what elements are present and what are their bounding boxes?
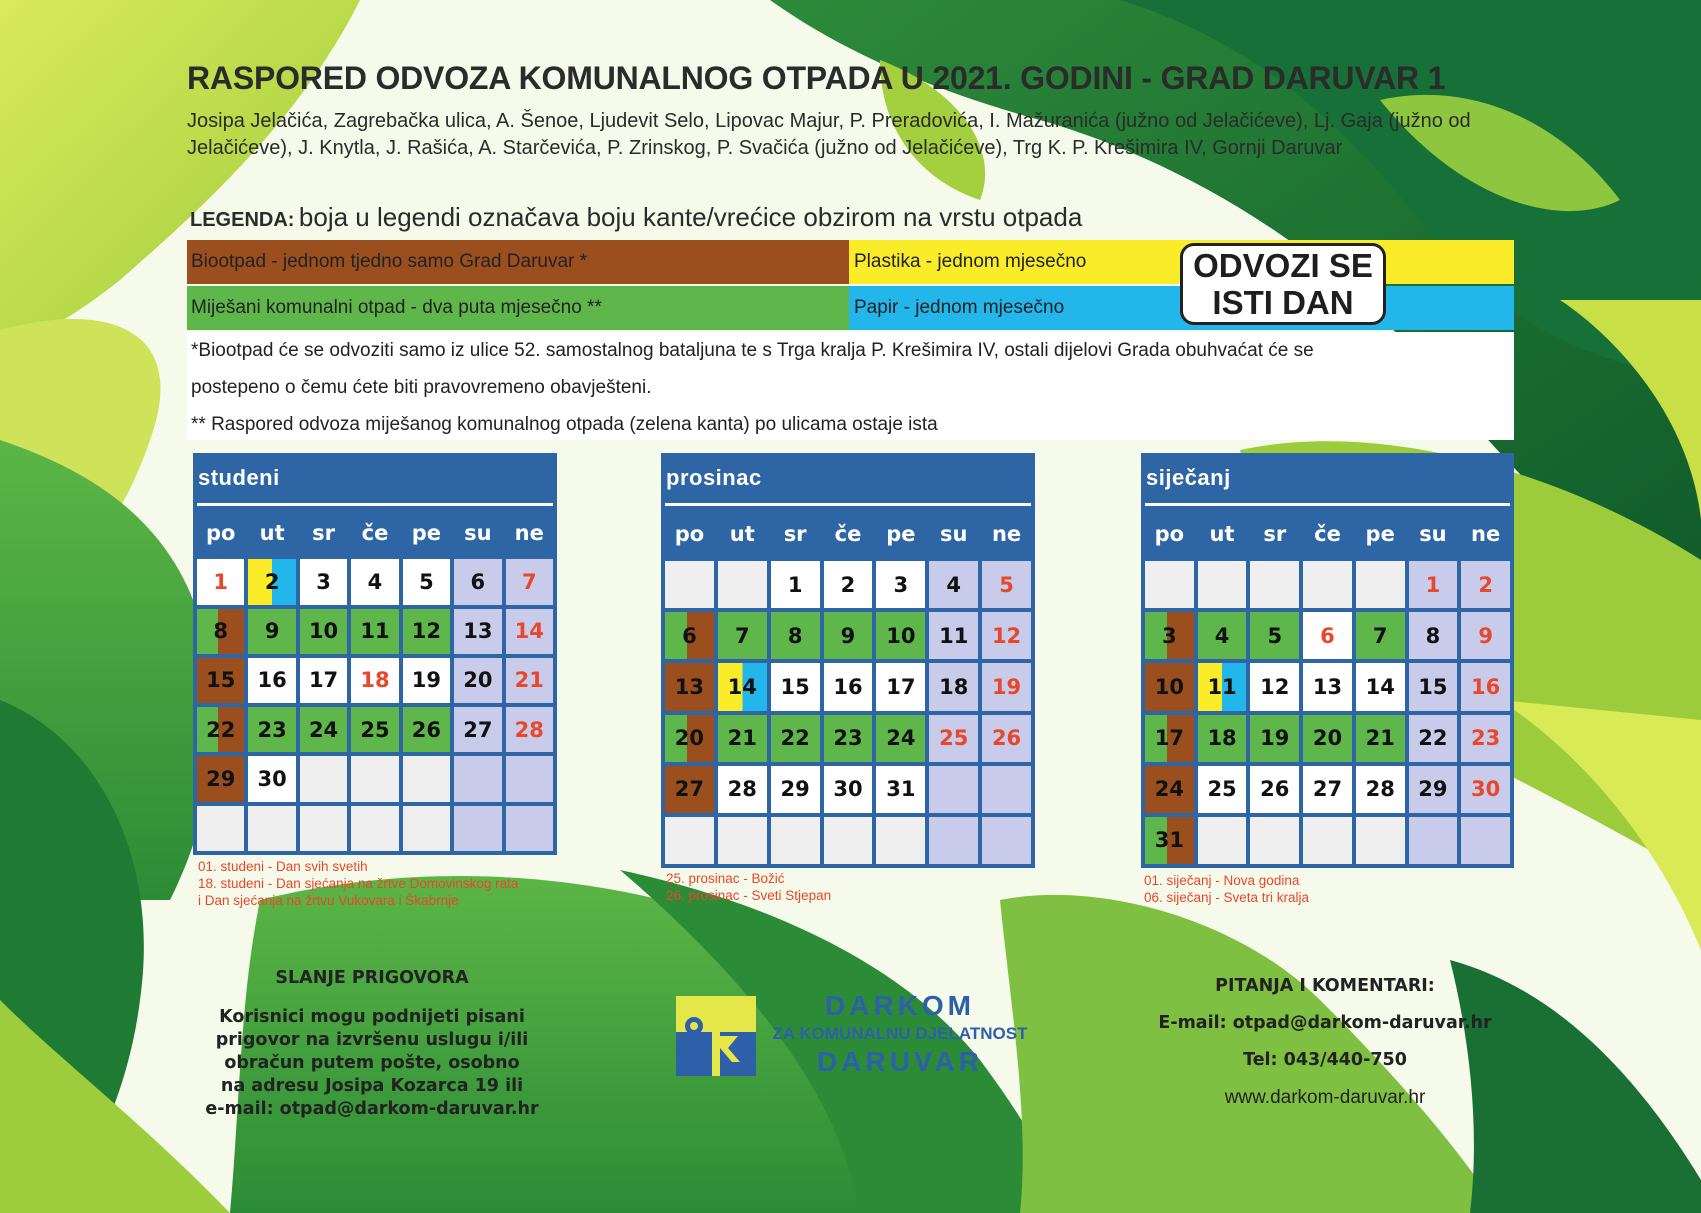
calendar-day: 14: [1356, 663, 1405, 710]
darkom-logo-icon: [676, 996, 756, 1076]
same-day-badge: ODVOZI SE ISTI DAN: [1180, 243, 1386, 325]
weekday-header: po: [205, 520, 236, 545]
contact-heading: PITANJA I KOMENTARI:: [1215, 976, 1435, 996]
calendar-day: 11: [929, 612, 978, 659]
legend-heading: [190, 202, 1082, 233]
calendar-empty-cell: [929, 766, 978, 813]
weekday-header: sr: [312, 520, 335, 545]
calendar-day: 12: [982, 612, 1031, 659]
complaints-line-5: e-mail: otpad@darkom-daruvar.hr: [205, 1099, 539, 1119]
weekday-header: pe: [1365, 521, 1395, 546]
calendar-day: 14: [506, 609, 553, 654]
calendar-day: 6: [454, 559, 501, 604]
calendar-day: 5: [403, 559, 450, 604]
calendar-day: 16: [1461, 663, 1510, 710]
calendar-day: 22: [1409, 715, 1458, 762]
complaints-heading: SLANJE PRIGOVORA: [275, 968, 469, 988]
calendar-day: 17: [300, 658, 347, 703]
calendar-day: 12: [403, 609, 450, 654]
holiday-note: 25. prosinac - Božić: [666, 871, 785, 886]
calendar-day: 10: [300, 609, 347, 654]
calendar-day: 8: [197, 609, 244, 654]
calendar-empty-cell: [1145, 561, 1194, 608]
company-name-middle: ZA KOMUNALNU DJELATNOST: [772, 1024, 1028, 1043]
calendar-day: 21: [506, 658, 553, 703]
calendar-empty-cell: [506, 756, 553, 801]
calendar-empty-cell: [454, 756, 501, 801]
holiday-note: 01. siječanj - Nova godina: [1144, 873, 1300, 888]
calendar-day: 23: [824, 715, 873, 762]
holiday-note: i Dan sjećanja na žrtvu Vukovara i Škabrnje: [198, 893, 459, 908]
complaints-line-4: na adresu Josipa Kozarca 19 ili: [220, 1076, 524, 1096]
calendar-day: 4: [1198, 612, 1247, 659]
calendar-day: 22: [197, 707, 244, 752]
calendar-empty-cell: [824, 817, 873, 864]
calendar-day: 7: [506, 559, 553, 604]
calendar-day: 13: [454, 609, 501, 654]
calendar-day: 13: [665, 663, 714, 710]
calendar-empty-cell: [300, 756, 347, 801]
calendar-day: 28: [506, 707, 553, 752]
calendar-day: 26: [982, 715, 1031, 762]
calendar-empty-cell: [771, 817, 820, 864]
calendar-empty-cell: [300, 806, 347, 851]
calendar-empty-cell: [1303, 817, 1352, 864]
calendar-day: 20: [665, 715, 714, 762]
calendar-day: 30: [824, 766, 873, 813]
calendar-day: 18: [351, 658, 398, 703]
calendar-empty-cell: [982, 766, 1031, 813]
calendar-empty-cell: [1198, 561, 1247, 608]
calendar-day: 25: [1198, 766, 1247, 813]
weekday-header: ut: [729, 521, 755, 546]
calendar-day: 23: [248, 707, 295, 752]
calendar-day: 9: [1461, 612, 1510, 659]
calendar-day: 19: [403, 658, 450, 703]
company-name-bottom: DARUVAR: [817, 1046, 983, 1077]
weekday-header: ne: [1471, 521, 1501, 546]
calendar-day: 7: [718, 612, 767, 659]
calendar-day: 15: [197, 658, 244, 703]
calendar-empty-cell: [982, 817, 1031, 864]
calendar-empty-cell: [454, 806, 501, 851]
holiday-note: 26. prosinac - Sveti Stjepan: [666, 888, 832, 903]
calendar-day: 19: [982, 663, 1031, 710]
calendar-month-name: prosinac: [666, 465, 762, 490]
calendar-month-name: studeni: [198, 465, 280, 490]
calendar-day: 24: [300, 707, 347, 752]
calendar-day: 6: [665, 612, 714, 659]
calendar-day: 1: [1409, 561, 1458, 608]
calendar-day: 26: [1250, 766, 1299, 813]
calendar-day: 1: [197, 559, 244, 604]
calendar-day: 2: [824, 561, 873, 608]
notes-box: [187, 332, 1514, 440]
legend-mixed-waste-label: Miješani komunalni otpad - dva puta mjesečno **: [191, 297, 602, 318]
calendar-day: 21: [718, 715, 767, 762]
calendar-day: 28: [1356, 766, 1405, 813]
calendar-empty-cell: [248, 806, 295, 851]
holiday-note: 06. siječanj - Sveta tri kralja: [1144, 890, 1310, 905]
calendar-day: 18: [1198, 715, 1247, 762]
calendar-day: 2: [1461, 561, 1510, 608]
calendar-day: 31: [1145, 817, 1194, 864]
calendar-1: [661, 453, 1035, 868]
calendar-day: 28: [718, 766, 767, 813]
calendar-day: 4: [929, 561, 978, 608]
calendar-day: 10: [876, 612, 925, 659]
weekday-header: su: [939, 521, 968, 546]
complaints-line-3: obračun putem pošte, osobno: [224, 1053, 520, 1073]
calendar-day: 1: [771, 561, 820, 608]
calendar-empty-cell: [1356, 561, 1405, 608]
calendar-divider: [197, 503, 553, 506]
calendar-day: 15: [771, 663, 820, 710]
calendar-empty-cell: [718, 817, 767, 864]
legend-paper-label: Papir - jednom mjesečno: [854, 297, 1065, 318]
weekday-header: sr: [1263, 521, 1287, 546]
note-line-2: postepeno o čemu ćete biti pravovremeno obavješteni.: [191, 377, 652, 398]
calendar-empty-cell: [403, 756, 450, 801]
calendar-empty-cell: [351, 806, 398, 851]
calendar-day: 14: [718, 663, 767, 710]
weekday-header: pe: [411, 520, 442, 545]
calendar-day: 13: [1303, 663, 1352, 710]
calendar-day: 8: [1409, 612, 1458, 659]
calendar-day: 5: [1250, 612, 1299, 659]
calendar-empty-cell: [1250, 817, 1299, 864]
calendar-0: [193, 453, 557, 855]
calendar-day: 18: [929, 663, 978, 710]
calendar-day: 2: [248, 559, 295, 604]
weekday-header: pe: [886, 521, 916, 546]
calendar-day: 16: [824, 663, 873, 710]
weekday-header: ne: [514, 520, 544, 545]
calendar-day: 3: [876, 561, 925, 608]
calendar-day: 11: [351, 609, 398, 654]
complaints-line-1: Korisnici mogu podnijeti pisani: [219, 1007, 525, 1027]
calendar-day: 11: [1198, 663, 1247, 710]
legend-biowaste-label: Biootpad - jednom tjedno samo Grad Daruvar *: [191, 251, 588, 272]
calendar-day: 19: [1250, 715, 1299, 762]
street-list: Josipa Jelačića, Zagrebačka ulica, A. Šenoe, Ljudevit Selo, Lipovac Majur, P. Preradovića, I. Mažuranića (južno od Jelačićeve), Lj. Gaja (južno od Jelačićeve), J. Knytla, J. Rašića, A. Starčevića, P. Zrinskog, P. Svačića (južno od Jelačićeve), Trg K. P. Krešimira IV, Gornji Daruvar: [187, 110, 1471, 159]
calendar-day: 15: [1409, 663, 1458, 710]
calendar-day: 9: [824, 612, 873, 659]
calendar-day: 4: [351, 559, 398, 604]
calendar-day: 20: [1303, 715, 1352, 762]
legend-description: boja u legendi označava boju kante/vrećice obzirom na vrstu otpada: [298, 202, 1083, 232]
calendar-2: [1141, 453, 1514, 868]
calendar-day: 17: [1145, 715, 1194, 762]
calendar-day: 3: [300, 559, 347, 604]
calendar-day: 24: [876, 715, 925, 762]
calendar-empty-cell: [1409, 817, 1458, 864]
contact-section: [1110, 968, 1540, 1116]
legend-plastic-label: Plastika - jednom mjesečno: [854, 251, 1087, 272]
calendar-day: 3: [1145, 612, 1194, 659]
calendar-empty-cell: [506, 806, 553, 851]
calendar-day: 27: [1303, 766, 1352, 813]
weekday-header: ne: [991, 521, 1022, 546]
calendar-empty-cell: [1356, 817, 1405, 864]
calendar-day: 6: [1303, 612, 1352, 659]
weekday-header: su: [464, 520, 492, 545]
complaints-line-2: prigovor na izvršenu uslugu i/ili: [215, 1030, 529, 1050]
calendar-day: 22: [771, 715, 820, 762]
calendar-day: 7: [1356, 612, 1405, 659]
weekday-header: sr: [783, 521, 807, 546]
calendar-day: 20: [454, 658, 501, 703]
calendar-day: 30: [248, 756, 295, 801]
calendar-empty-cell: [665, 817, 714, 864]
calendar-empty-cell: [718, 561, 767, 608]
calendar-empty-cell: [351, 756, 398, 801]
calendar-empty-cell: [929, 817, 978, 864]
weekday-header: če: [834, 521, 862, 546]
calendar-empty-cell: [876, 817, 925, 864]
calendar-day: 29: [1409, 766, 1458, 813]
note-line-3: ** Raspored odvoza miješanog komunalnog otpada (zelena kanta) po ulicama ostaje ista: [191, 414, 938, 435]
calendar-day: 24: [1145, 766, 1194, 813]
legend-mixed-waste: [187, 286, 849, 330]
calendar-empty-cell: [197, 806, 244, 851]
calendar-day: 5: [982, 561, 1031, 608]
calendar-month-name: siječanj: [1146, 465, 1231, 490]
company-name-top: DARKOM: [825, 990, 975, 1021]
calendar-day: 12: [1250, 663, 1299, 710]
weekday-header: po: [674, 521, 705, 546]
calendar-day: 25: [351, 707, 398, 752]
company-name: [760, 990, 1040, 1078]
calendar-day: 30: [1461, 766, 1510, 813]
calendar-empty-cell: [665, 561, 714, 608]
weekday-header: su: [1419, 521, 1447, 546]
calendar-empty-cell: [403, 806, 450, 851]
calendar-day: 27: [454, 707, 501, 752]
calendar-day: 17: [876, 663, 925, 710]
calendar-empty-cell: [1303, 561, 1352, 608]
holiday-note: 01. studeni - Dan svih svetih: [198, 859, 368, 874]
calendar-day: 23: [1461, 715, 1510, 762]
weekday-header: ut: [259, 520, 285, 545]
legend-biowaste: [187, 240, 849, 284]
note-line-1: *Biootpad će se odvoziti samo iz ulice 52. samostalnog bataljuna te s Trga kralja P. Krešimira IV, ostali dijelovi Grada obuhvaćat će se: [191, 340, 1314, 361]
calendar-divider: [665, 503, 1031, 506]
contact-phone: Tel: 043/440-750: [1243, 1050, 1407, 1070]
page-title: RASPORED ODVOZA KOMUNALNOG OTPADA U 2021. GODINI - GRAD DARUVAR 1: [187, 60, 1446, 96]
weekday-header: če: [1314, 521, 1341, 546]
weekday-header: če: [361, 520, 389, 545]
calendar-empty-cell: [1198, 817, 1247, 864]
complaints-section: [187, 968, 557, 1121]
calendar-day: 21: [1356, 715, 1405, 762]
holiday-note: 18. studeni - Dan sjećanja na žrtve Domovinskog rata: [198, 876, 519, 891]
weekday-header: ut: [1209, 521, 1235, 546]
calendar-divider: [1145, 503, 1510, 506]
calendar-day: 16: [248, 658, 295, 703]
calendar-day: 10: [1145, 663, 1194, 710]
calendar-day: 29: [197, 756, 244, 801]
contact-website-link[interactable]: www.darkom-daruvar.hr: [1224, 1087, 1426, 1108]
calendar-day: 26: [403, 707, 450, 752]
calendar-empty-cell: [1250, 561, 1299, 608]
calendar-day: 27: [665, 766, 714, 813]
calendar-day: 25: [929, 715, 978, 762]
calendar-day: 8: [771, 612, 820, 659]
calendar-day: 9: [248, 609, 295, 654]
calendar-day: 31: [876, 766, 925, 813]
calendar-empty-cell: [1461, 817, 1510, 864]
legend-label: LEGENDA:: [190, 209, 295, 231]
contact-email[interactable]: E-mail: otpad@darkom-daruvar.hr: [1158, 1013, 1492, 1033]
weekday-header: po: [1154, 521, 1185, 546]
calendar-day: 29: [771, 766, 820, 813]
